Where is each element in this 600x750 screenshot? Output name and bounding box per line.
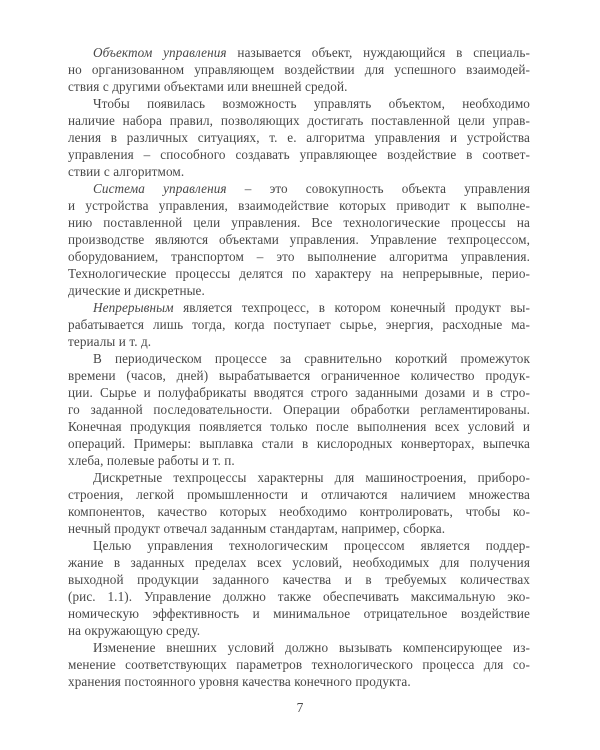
text-segment: ствии с алгоритмом. <box>68 164 185 179</box>
text-line <box>68 333 530 350</box>
text-segment: компонентов, качество которых необходимо контролировать, чтобы ко- <box>68 504 530 519</box>
text-segment: Целью управления технологическим процессом является поддер- <box>93 538 530 553</box>
text-segment: называется объект, нуждающийся в специаль- <box>226 45 530 60</box>
text-line <box>68 146 530 163</box>
text-segment: Дискретные техпроцессы характерны для машиностроения, приборо- <box>93 470 530 485</box>
text-segment: на окружающую среду. <box>68 623 201 638</box>
text-line <box>68 214 530 231</box>
text-segment: териалы и т. д. <box>68 334 152 349</box>
text-line <box>68 367 530 384</box>
text-line <box>68 571 530 588</box>
paragraph <box>68 639 530 690</box>
text-segment: и устройства управления, взаимодействие которых приводит к выполне- <box>68 198 530 213</box>
text-segment: Чтобы появилась возможность управлять объектом, необходимо <box>93 96 530 111</box>
text-line <box>68 197 530 214</box>
text-line <box>68 231 530 248</box>
text-segment: оборудованием, транспортом – это выполнение алгоритма управления. <box>68 249 530 264</box>
text-segment: нию поставленной цели управления. Все технологические процессы на <box>68 215 530 230</box>
paragraph <box>68 180 530 299</box>
text-segment: операций. Примеры: выплавка стали в кислородных конверторах, выпечка <box>68 436 530 451</box>
page-number: 7 <box>296 700 304 715</box>
text-segment: наличие набора правил, позволяющих достигать поставленной цели управ- <box>68 113 530 128</box>
text-line <box>68 44 530 61</box>
text-segment: производстве являются объектами управления. Управление техпроцессом, <box>68 232 530 247</box>
text-line <box>68 265 530 282</box>
paragraph <box>68 537 530 639</box>
text-line <box>68 418 530 435</box>
text-line <box>68 248 530 265</box>
text-line <box>68 673 530 690</box>
text-segment: рабатывается лишь тогда, когда поступает сырье, энергия, расходные ма- <box>68 317 530 332</box>
text-line <box>68 537 530 554</box>
text-line <box>68 452 530 469</box>
text-segment: хранения постоянного уровня качества конечного продукта. <box>68 674 411 689</box>
text-segment: жание в заданных пределах всех условий, необходимых для получения <box>68 555 530 570</box>
paragraph <box>68 469 530 537</box>
paragraph <box>68 95 530 180</box>
text-line <box>68 605 530 622</box>
text-line <box>68 486 530 503</box>
text-line <box>68 78 530 95</box>
text-line <box>68 61 530 78</box>
text-line <box>68 503 530 520</box>
text-line <box>68 95 530 112</box>
text-segment: го заданной последовательности. Операции обработки регламентированы. <box>68 402 530 417</box>
text-segment: управления – способного создавать управляющее воздействие в соответ- <box>68 147 530 162</box>
text-line <box>68 299 530 316</box>
text-segment: ления в различных ситуациях, т. е. алгоритма управления и устройства <box>68 130 530 145</box>
text-segment: но организованном управляющем воздействии для успешного взаимодей- <box>68 62 530 77</box>
text-line <box>68 656 530 673</box>
text-segment: ции. Сырье и полуфабрикаты вводятся строго заданными дозами и в стро- <box>68 385 530 400</box>
text-segment: ствия с другими объектами или внешней средой. <box>68 79 348 94</box>
text-line <box>68 316 530 333</box>
text-segment: Конечная продукция появляется только после выполнения всех условий и <box>68 419 530 434</box>
text-line <box>68 163 530 180</box>
text-line <box>68 129 530 146</box>
text-segment: дические и дискретные. <box>68 283 205 298</box>
page-body <box>68 44 530 690</box>
text-segment: менение соответствующих параметров технологического процесса для со- <box>68 657 530 672</box>
italic-term: Объектом управления <box>93 45 227 60</box>
text-line <box>68 639 530 656</box>
paragraph <box>68 44 530 95</box>
text-line <box>68 520 530 537</box>
text-line <box>68 622 530 639</box>
text-line <box>68 180 530 197</box>
text-line <box>68 282 530 299</box>
text-segment: В периодическом процессе за сравнительно короткий промежуток <box>93 351 530 366</box>
text-line <box>68 384 530 401</box>
text-segment: номическую эффективность и минимальное отрицательное воздействие <box>68 606 530 621</box>
text-segment: хлеба, полевые работы и т. п. <box>68 453 235 468</box>
text-line <box>68 588 530 605</box>
text-segment: времени (часов, дней) вырабатывается ограниченное количество продук- <box>68 368 530 383</box>
text-segment: выходной продукции заданного качества и в требуемых количествах <box>68 572 530 587</box>
text-line <box>68 112 530 129</box>
text-segment: Изменение внешних условий должно вызывать компенсирующее из- <box>93 640 530 655</box>
text-segment: Технологические процессы делятся по характеру на непрерывные, перио- <box>68 266 530 281</box>
text-line <box>68 435 530 452</box>
italic-term: Непрерывным <box>93 300 174 315</box>
text-segment: (рис. 1.1). Управление должно также обеспечивать максимальную эко- <box>68 589 530 604</box>
text-line <box>68 469 530 486</box>
paragraph <box>68 299 530 350</box>
text-line <box>68 554 530 571</box>
text-line <box>68 401 530 418</box>
text-line <box>68 350 530 367</box>
text-segment: является техпроцесс, в котором конечный продукт вы- <box>173 300 530 315</box>
text-segment: – это совокупность объекта управления <box>226 181 530 196</box>
text-segment: строения, легкой промышленности и отличаются наличием множества <box>68 487 530 502</box>
text-segment: нечный продукт отвечал заданным стандартам, например, сборка. <box>68 521 446 536</box>
italic-term: Система управления <box>93 181 227 196</box>
paragraph <box>68 350 530 469</box>
